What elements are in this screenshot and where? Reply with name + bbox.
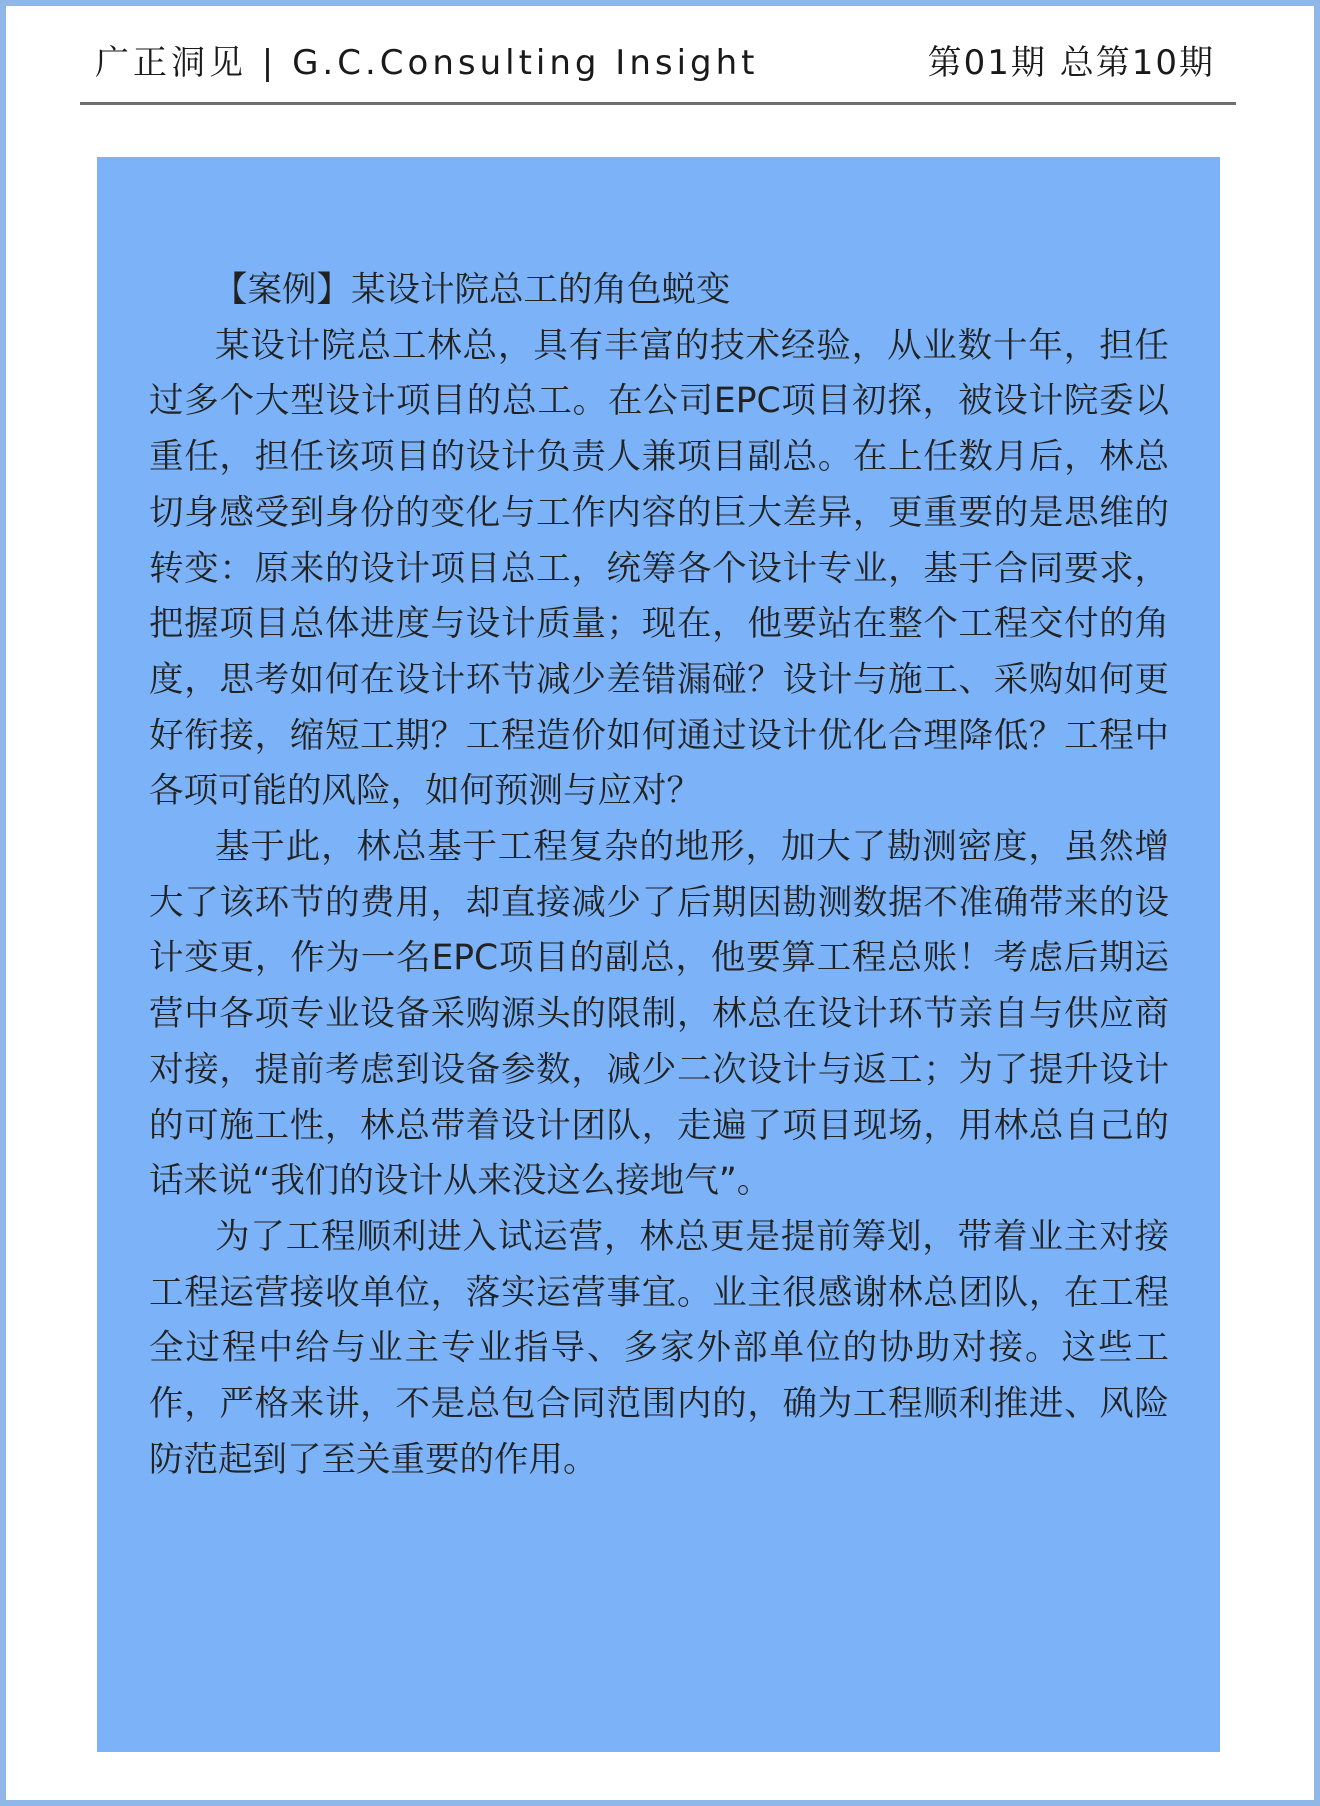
header-divider bbox=[80, 102, 1236, 105]
issue-number: 第01期 总第10期 bbox=[927, 43, 1215, 83]
article-paragraph: 为了工程顺利进入试运营，林总更是提前筹划，带着业主对接工程运营接收单位，落实运营事宜。业主很感谢林总团队，在工程全过程中给与业主专业指导、多家外部单位的协助对接。这些工作，严格来讲，不是总包合同范围内的，确为工程顺利推进、风险防范起到了至关重要的作用。 bbox=[149, 1216, 1169, 1480]
article-paragraph: 基于此，林总基于工程复杂的地形，加大了勘测密度，虽然增大了该环节的费用，却直接减少了后期因勘测数据不准确带来的设计变更，作为一名EPC项目的副总，他要算工程总账！考虑后期运营中各项专业设备采购源头的限制，林总在设计环节亲自与供应商对接，提前考虑到设备参数，减少二次设计与返工；为了提升设计的可施工性，林总带着设计团队，走遍了项目现场，用林总自己的话来说“我们的设计从来没这么接地气”。 bbox=[149, 827, 1169, 1202]
case-study-panel bbox=[97, 157, 1220, 1752]
publication-brand: 广正洞见 | G.C.Consulting Insight bbox=[95, 43, 759, 83]
case-study-article bbox=[149, 263, 1169, 1488]
article-title: 【案例】某设计院总工的角色蜕变 bbox=[213, 270, 731, 310]
page-header bbox=[95, 38, 1215, 88]
article-paragraph: 某设计院总工林总，具有丰富的技术经验，从业数十年，担任过多个大型设计项目的总工。在公司EPC项目初探，被设计院委以重任，担任该项目的设计负责人兼项目副总。在上任数月后，林总切身感受到身份的变化与工作内容的巨大差异，更重要的是思维的转变：原来的设计项目总工，统筹各个设计专业，基于合同要求，把握项目总体进度与设计质量；现在，他要站在整个工程交付的角度，思考如何在设计环节减少差错漏碰？设计与施工、采购如何更好衔接，缩短工期？工程造价如何通过设计优化合理降低？工程中各项可能的风险，如何预测与应对？ bbox=[149, 325, 1169, 812]
